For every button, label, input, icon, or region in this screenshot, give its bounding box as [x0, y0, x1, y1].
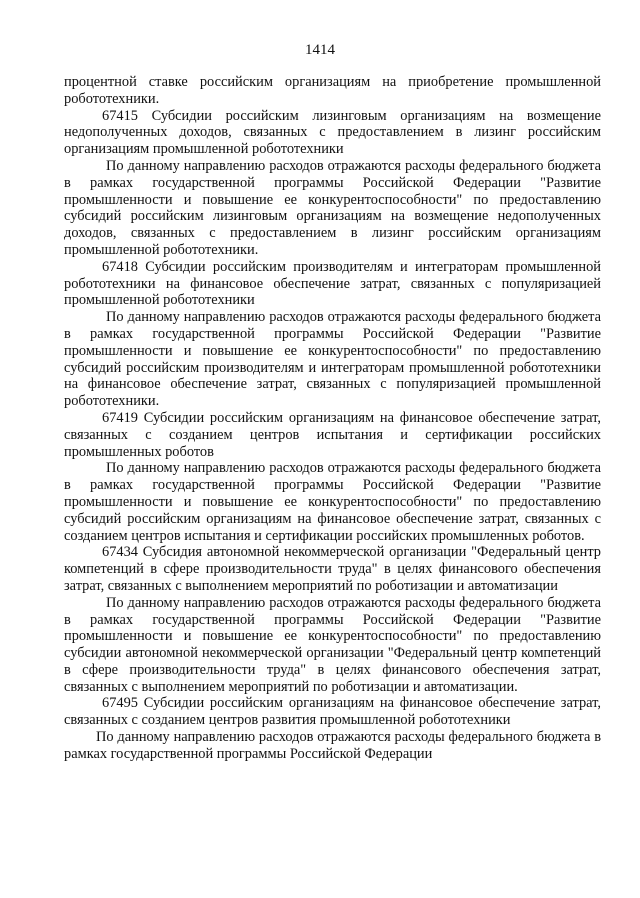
paragraph-heading-67495: 67495 Субсидии российским организациям на финансовое обеспечение затрат, связанных с созданием центров развития промышленной робототехники — [64, 695, 601, 729]
paragraph-description-67434: По данному направлению расходов отражаются расходы федерального бюджета в рамках государственной программы Российской Федерации "Развитие промышленности и повышение ее конкурентоспособности" по предоставлению субсидии автономной некоммерческой организации "Федеральный центр компетенций в сфере производительности труда" в целях финансового обеспечения затрат, связанных с выполнением мероприятий по роботизации и автоматизации. — [64, 594, 601, 695]
paragraph-description-67495: По данному направлению расходов отражаются расходы федерального бюджета в рамках государственной программы Российской Федерации — [64, 729, 601, 762]
paragraph-description-67419: По данному направлению расходов отражаются расходы федерального бюджета в рамках государственной программы Российской Федерации "Развитие промышленности и повышение ее конкурентоспособности" по предоставлению субсидий российским организациям на финансовое обеспечение затрат, связанных с созданием центров испытания и сертификации российских промышленных роботов. — [64, 460, 601, 544]
document-body — [64, 74, 601, 763]
paragraph-description-67415: По данному направлению расходов отражаются расходы федерального бюджета в рамках государственной программы Российской Федерации "Развитие промышленности и повышение ее конкурентоспособности" по предоставлению субсидий российским лизинговым организациям на возмещение недополученных доходов, связанных с предоставлением в лизинг российским организациям промышленной робототехники. — [64, 157, 601, 258]
paragraph-heading-67419: 67419 Субсидии российским организациям на финансовое обеспечение затрат, связанных с созданием центров испытания и сертификации российских промышленных роботов — [64, 409, 601, 460]
paragraph-heading-67418: 67418 Субсидии российским производителям и интеграторам промышленной робототехники на финансовое обеспечение затрат, связанных с популяризацией промышленной робототехники — [64, 258, 601, 309]
page-number: 1414 — [305, 42, 335, 58]
paragraph-description-67418: По данному направлению расходов отражаются расходы федерального бюджета в рамках государственной программы Российской Федерации "Развитие промышленности и повышение ее конкурентоспособности" по предоставлению субсидий российским производителям и интеграторам промышленной робототехники на финансовое обеспечение затрат, связанных с популяризацией промышленной робототехники. — [64, 309, 601, 410]
paragraph-continuation: процентной ставке российским организациям на приобретение промышленной робототехники. — [64, 74, 601, 107]
paragraph-heading-67434: 67434 Субсидия автономной некоммерческой организации "Федеральный центр компетенций в сфере производительности труда" в целях финансового обеспечения затрат, связанных с выполнением мероприятий по роботизации и автоматизации — [64, 544, 601, 594]
paragraph-heading-67415: 67415 Субсидии российским лизинговым организациям на возмещение недополученных доходов, связанных с предоставлением в лизинг российским организациям промышленной робототехники — [64, 107, 601, 158]
